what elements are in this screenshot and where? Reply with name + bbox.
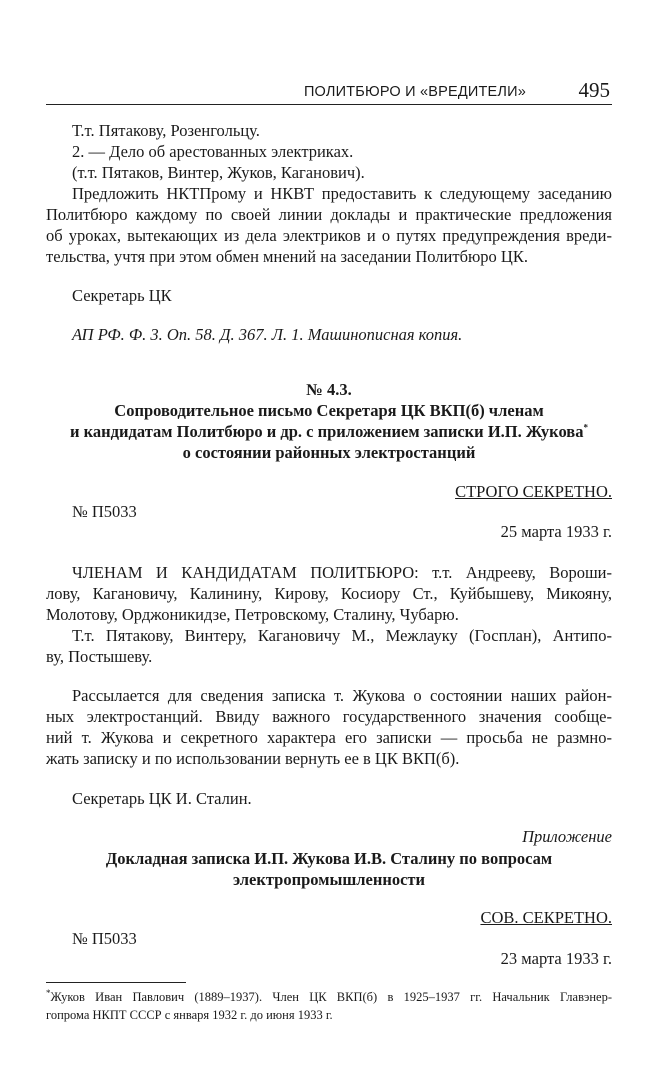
appendix-label: Приложение [522,827,612,846]
recipients-also-line-2: ву, Постышеву. [46,647,153,666]
resolution-line-4: тельства, учтя при этом обмен мнений на заседании Политбюро ЦК. [46,247,528,266]
recipients-line-3: Молотову, Орджоникидзе, Петровскому, Сталину, Чубарю. [46,605,459,624]
resolution-line-2: Политбюро каждому по своей линии доклады и практические предложения [46,205,612,224]
appendix-classification-stamp: СОВ. СЕКРЕТНО. [480,908,612,927]
page-header [46,78,612,105]
page-number: 495 [578,78,610,102]
archive-source: АП РФ. Ф. 3. Оп. 58. Д. 367. Л. 1. Машинописная копия. [72,325,463,344]
appendix-title-line-1: Докладная записка И.П. Жукова И.В. Сталину по вопросам [105,849,553,868]
recipients-line-1: ЧЛЕНАМ И КАНДИДАТАМ ПОЛИТБЮРО: т.т. Андрееву, Вороши- [72,563,612,582]
appendix-registration-number: № П5033 [72,929,137,948]
agenda-item-2: 2. — Дело об арестованных электриках. [72,142,354,161]
classification-stamp: СТРОГО СЕКРЕТНО. [455,482,612,501]
registration-number: № П5033 [72,502,137,521]
document-title-line-2: и кандидатам Политбюро и др. с приложением записки И.П. Жукова* [70,422,588,441]
document-date: 25 марта 1933 г. [500,522,612,541]
resolution-line-3: об уроках, вытекающих из дела электриков и о путях предупреждения вреди- [46,226,612,245]
recipients-line-2: лову, Кагановичу, Калинину, Кирову, Косиору Ст., Куйбышеву, Микояну, [46,584,612,603]
agenda-item-2-participants: (т.т. Пятаков, Винтер, Жуков, Каганович). [72,163,365,182]
letter-body-line-4: жать записку и по использовании вернуть ее в ЦК ВКП(б). [46,749,460,768]
footnote-divider [46,982,186,983]
footnote-mark: * [46,987,51,998]
footnote-mark: * [583,422,588,433]
footnote-line-2: гопрома НКПТ СССР с января 1932 г. до июня 1933 г. [46,1008,333,1022]
resolution-line-1: Предложить НКТПрому и НКВТ предоставить к следующему заседанию [72,184,612,203]
document-number: № 4.3. [306,380,352,399]
document-title-line-1: Сопроводительное письмо Секретаря ЦК ВКП(б) членам [114,401,544,420]
letter-body-line-3: ний т. Жукова и секретного характера его записки — просьба не размно- [46,728,612,747]
addressees-line: Т.т. Пятакову, Розенгольцу. [72,121,260,140]
letter-body-line-1: Рассылается для сведения записка т. Жукова о состоянии наших район- [72,686,612,705]
recipients-also-line-1: Т.т. Пятакову, Винтеру, Кагановичу М., Межлауку (Госплан), Антипо- [72,626,612,645]
document-title-line-3: о состоянии районных электростанций [182,443,476,462]
stalin-signature: Секретарь ЦК И. Сталин. [72,789,252,808]
footnote [46,988,612,1024]
appendix-date: 23 марта 1933 г. [500,949,612,968]
appendix-title-line-2: электропромышленности [232,870,426,889]
footnote-line-1: *Жуков Иван Павлович (1889–1937). Член ЦК ВКП(б) в 1925–1937 гг. Начальник Главэнер- [46,987,612,1004]
running-title: ПОЛИТБЮРО И «ВРЕДИТЕЛИ» [303,84,526,100]
letter-body-line-2: ных электростанций. Ввиду важного государственного значения сообще- [46,707,612,726]
secretary-signature: Секретарь ЦК [72,286,172,305]
